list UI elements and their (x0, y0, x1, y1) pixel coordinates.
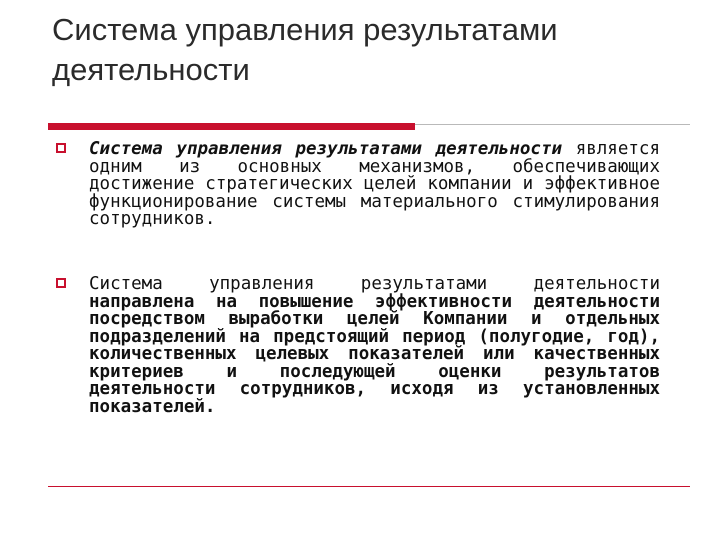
bottom-rule (48, 486, 690, 487)
bullet-text-1 (89, 141, 660, 229)
bullet-2-lead: Система управления результатами деятельности (89, 274, 660, 294)
bullet-marker-2 (56, 278, 66, 288)
bullet-2-rest: направлена на повышение эффективности деятельности посредством выработки целей Компании и отдельных подразделений на предстоящий период (полугодие, год), количественных целевых показателей или качественных критериев и последующей оценки результатов деятельности сотрудников, исходя из установленных показателей. (89, 291, 660, 417)
bullet-text-2 (89, 276, 660, 416)
title-underline-accent (48, 123, 415, 130)
bullet-marker-1 (56, 143, 66, 153)
bullet-1-rest: является одним из основных механизмов, обеспечивающих достижение стратегических целей компании и эффективное функционирование системы материального стимулирования сотрудников. (89, 139, 660, 229)
bullet-1-lead: Система управления результатами деятельности (89, 139, 563, 159)
slide-title: Система управления результатами деятельности (52, 12, 558, 87)
